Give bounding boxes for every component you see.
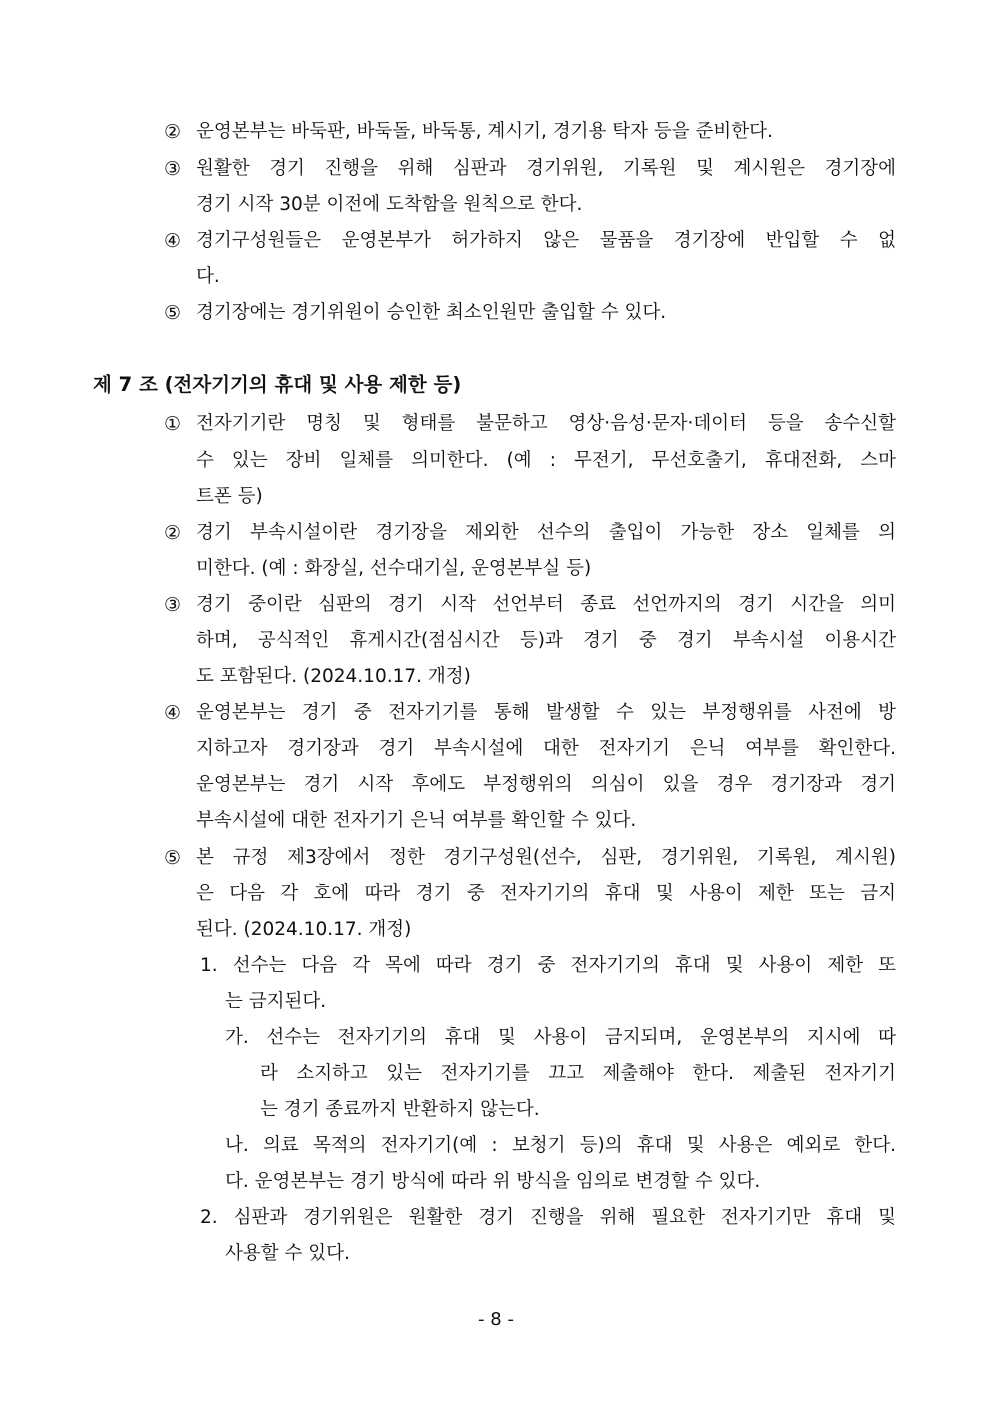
item-marker: ④: [164, 230, 182, 252]
item-text-line: 도 포함된다. (2024.10.17. 개정): [196, 666, 471, 687]
subitem-text-line: 는 금지된다.: [225, 991, 327, 1012]
item-text-line: 경기 시작 30분 이전에 도착함을 원칙으로 한다.: [196, 194, 583, 215]
subitem-text-line: 2. 심판과 경기위원은 원활한 경기 진행을 위해 필요한 전자기기만 휴대 및: [200, 1207, 896, 1228]
item-text-line: 경기 부속시설이란 경기장을 제외한 선수의 출입이 가능한 장소 일체를 의: [196, 522, 896, 543]
item-marker: ⑤: [164, 847, 182, 869]
item-text-line: 전자기기란 명칭 및 형태를 불문하고 영상·음성·문자·데이터 등을 송수신할: [196, 413, 896, 434]
item-text-line: 트폰 등): [196, 486, 263, 507]
item-text-line: 다.: [196, 266, 220, 287]
item-marker: ①: [164, 413, 182, 435]
item-text-line: 본 규정 제3장에서 정한 경기구성원(선수, 심판, 경기위원, 기록원, 계시원): [196, 847, 896, 868]
item-text-line: 운영본부는 경기 시작 후에도 부정행위의 의심이 있을 경우 경기장과 경기: [196, 774, 896, 795]
item-text-line: 된다. (2024.10.17. 개정): [196, 919, 412, 940]
subitem-text-line: 1. 선수는 다음 각 목에 따라 경기 중 전자기기의 휴대 및 사용이 제한 또: [200, 955, 896, 976]
item-text-line: 은 다음 각 호에 따라 경기 중 전자기기의 휴대 및 사용이 제한 또는 금지: [196, 883, 896, 904]
item-text-line: 미한다. (예 : 화장실, 선수대기실, 운영본부실 등): [196, 558, 592, 579]
item-text-line: 운영본부는 바둑판, 바둑돌, 바둑통, 계시기, 경기용 탁자 등을 준비한다.: [196, 121, 773, 142]
item-text-line: 지하고자 경기장과 경기 부속시설에 대한 전자기기 은닉 여부를 확인한다.: [196, 738, 896, 759]
article-heading: 제 7 조 (전자기기의 휴대 및 사용 제한 등): [93, 373, 462, 396]
subitem-text-line: 사용할 수 있다.: [225, 1243, 350, 1264]
subitem-text-line: 라 소지하고 있는 전자기기를 끄고 제출해야 한다. 제출된 전자기기: [260, 1063, 896, 1084]
item-marker: ⑤: [164, 302, 182, 324]
subitem-text-line: 는 경기 종료까지 반환하지 않는다.: [260, 1099, 540, 1120]
item-marker: ③: [164, 594, 182, 616]
subitem-text-line: 나. 의료 목적의 전자기기(예 : 보청기 등)의 휴대 및 사용은 예외로 한다.: [225, 1135, 896, 1156]
page-number: - 8 -: [478, 1309, 514, 1330]
item-text-line: 원활한 경기 진행을 위해 심판과 경기위원, 기록원 및 계시원은 경기장에: [196, 158, 896, 179]
item-marker: ④: [164, 702, 182, 724]
subitem-text-line: 가. 선수는 전자기기의 휴대 및 사용이 금지되며, 운영본부의 지시에 따: [225, 1027, 896, 1048]
item-text-line: 부속시설에 대한 전자기기 은닉 여부를 확인할 수 있다.: [196, 810, 637, 831]
subitem-text-line: 다. 운영본부는 경기 방식에 따라 위 방식을 임의로 변경할 수 있다.: [225, 1171, 761, 1192]
item-text-line: 경기장에는 경기위원이 승인한 최소인원만 출입할 수 있다.: [196, 302, 667, 323]
item-marker: ②: [164, 121, 182, 143]
item-text-line: 경기 중이란 심판의 경기 시작 선언부터 종료 선언까지의 경기 시간을 의미: [196, 594, 896, 615]
item-marker: ②: [164, 522, 182, 544]
item-text-line: 하며, 공식적인 휴게시간(점심시간 등)과 경기 중 경기 부속시설 이용시간: [196, 630, 896, 651]
item-text-line: 경기구성원들은 운영본부가 허가하지 않은 물품을 경기장에 반입할 수 없: [196, 230, 896, 251]
item-text-line: 운영본부는 경기 중 전자기기를 통해 발생할 수 있는 부정행위를 사전에 방: [196, 702, 896, 723]
item-marker: ③: [164, 158, 182, 180]
item-text-line: 수 있는 장비 일체를 의미한다. (예 : 무전기, 무선호출기, 휴대전화, 스마: [196, 450, 896, 471]
